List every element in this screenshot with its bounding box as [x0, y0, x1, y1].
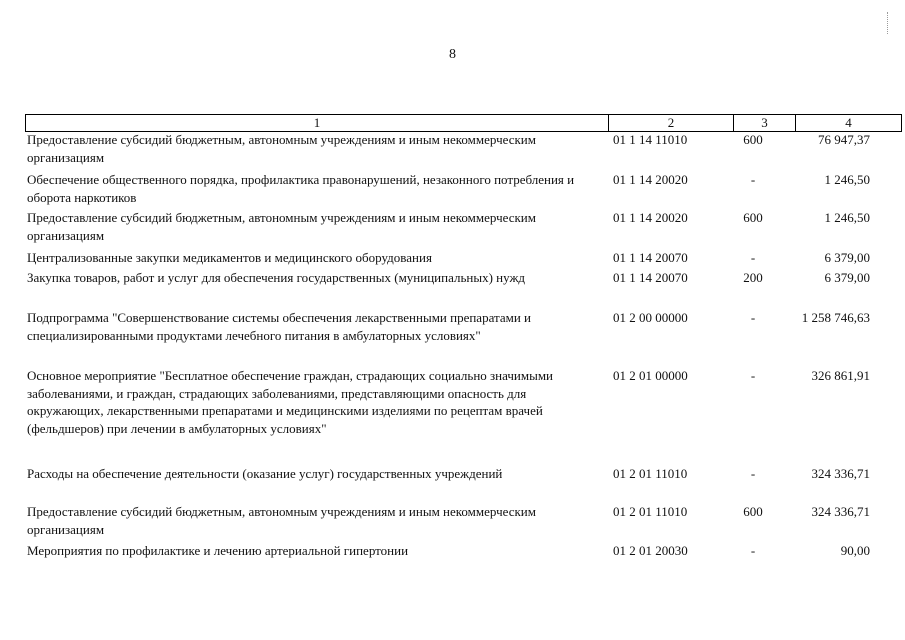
row-name: Предоставление субсидий бюджетным, автономным учреждениям и иным некоммерческим организациям [27, 132, 536, 165]
row-code: 01 1 14 20070 [613, 270, 688, 285]
row-code: 01 1 14 20020 [613, 210, 688, 225]
row-code: 01 2 01 11010 [613, 466, 688, 481]
row-type: 200 [743, 270, 763, 285]
row-type: - [750, 310, 756, 325]
row-sum: 6 379,00 [824, 270, 870, 285]
row-sum: 324 336,71 [811, 466, 870, 481]
header-col-3: 3 [734, 115, 796, 131]
row-sum: 90,00 [840, 543, 870, 558]
row-type: 600 [743, 210, 763, 225]
row-code: 01 1 14 20070 [613, 250, 688, 265]
row-name: Обеспечение общественного порядка, профилактика правонарушений, незаконного потребления и оборота наркотиков [27, 172, 575, 205]
row-name: Централизованные закупки медикаментов и медицинского оборудования [27, 250, 432, 265]
row-sum: 326 861,91 [811, 368, 870, 383]
header-col-2: 2 [609, 115, 734, 131]
row-name: Мероприятия по профилактике и лечению артериальной гипертонии [27, 543, 409, 558]
row-name: Закупка товаров, работ и услуг для обеспечения государственных (муниципальных) нужд [27, 270, 526, 285]
row-code: 01 2 01 20030 [613, 543, 688, 558]
row-sum: 76 947,37 [818, 132, 870, 147]
row-sum: 1 246,50 [824, 172, 870, 187]
row-code: 01 1 14 20020 [613, 172, 688, 187]
row-sum: 1 246,50 [824, 210, 870, 225]
row-code: 01 2 00 00000 [613, 310, 688, 325]
scan-edge-mark [887, 12, 889, 34]
row-code: 01 2 01 00000 [613, 368, 688, 383]
row-type: - [750, 172, 756, 187]
row-code: 01 1 14 11010 [613, 132, 688, 147]
row-type: - [750, 466, 756, 481]
page-number: 8 [449, 47, 456, 62]
row-name: Расходы на обеспечение деятельности (оказание услуг) государственных учреждений [27, 466, 503, 481]
row-type: 600 [743, 132, 763, 147]
row-name: Основное мероприятие "Бесплатное обеспечение граждан, страдающих социально значимыми заболеваниями, и граждан, страдающих заболеваниями, представляющими опасность для окружающих, лекарственными препаратами и медицинскими изделиями по рецептам врачей (фельдшеров) при лечении в амбулаторных условиях" [27, 368, 554, 436]
row-type: - [750, 368, 756, 383]
row-sum: 1 258 746,63 [801, 310, 870, 325]
row-name: Предоставление субсидий бюджетным, автономным учреждениям и иным некоммерческим организациям [27, 210, 536, 243]
header-col-1: 1 [26, 115, 609, 131]
header-col-4: 4 [845, 115, 852, 130]
row-name: Предоставление субсидий бюджетным, автономным учреждениям и иным некоммерческим организациям [27, 504, 536, 537]
row-type: - [750, 543, 756, 558]
table-header [25, 114, 902, 132]
row-type: - [750, 250, 756, 265]
row-sum: 324 336,71 [811, 504, 870, 519]
row-sum: 6 379,00 [824, 250, 870, 265]
row-type: 600 [743, 504, 763, 519]
row-code: 01 2 01 11010 [613, 504, 688, 519]
row-name: Подпрограмма "Совершенствование системы обеспечения лекарственными препаратами и специализированными продуктами лечебного питания в амбулаторных условиях" [27, 310, 532, 343]
